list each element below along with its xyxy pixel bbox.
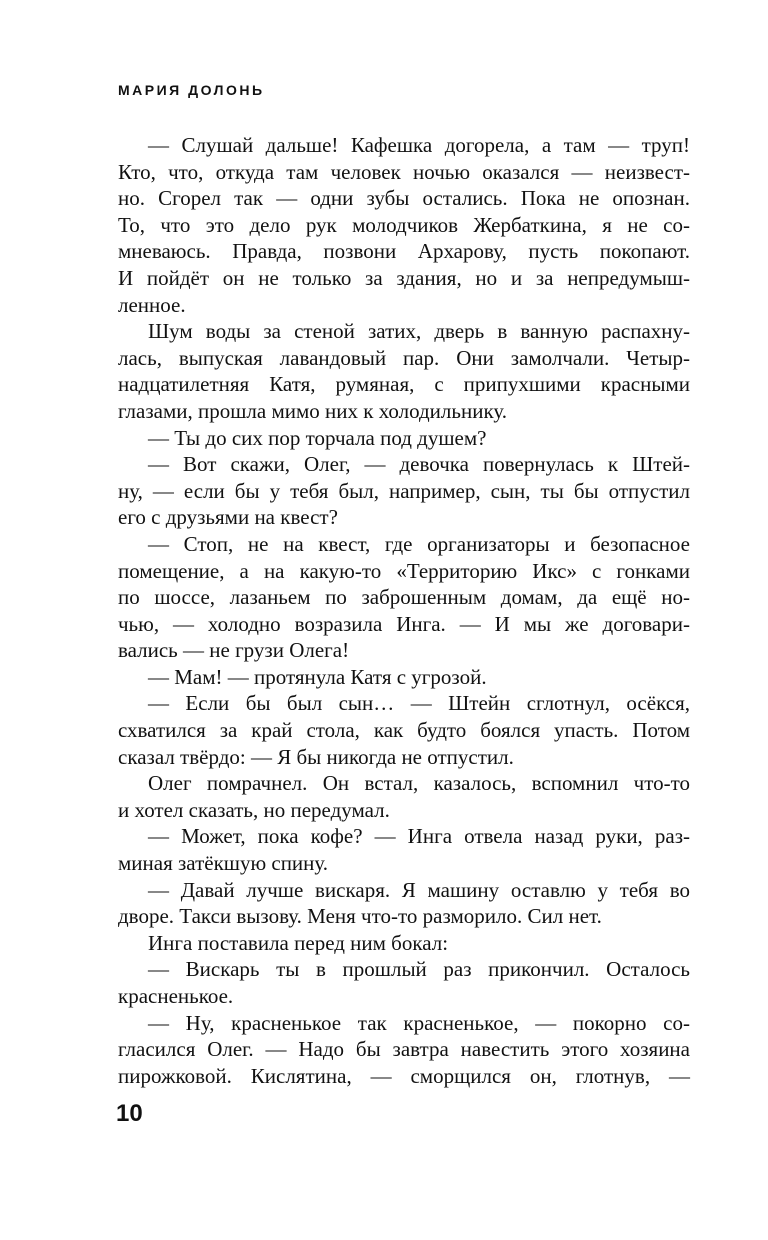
text-line: — Ну, красненькое так красненькое, — покорно со- xyxy=(148,1010,690,1035)
text-line: гласился Олег. — Надо бы завтра навестить этого хозяина xyxy=(118,1037,690,1062)
text-line: Шум воды за стеной затих, дверь в ванную распахну- xyxy=(148,319,690,344)
text-line: по шоссе, лазаньем по заброшенным домам, да ещё но- xyxy=(118,585,690,610)
text-line: схватился за край стола, как будто боялся упасть. Потом xyxy=(118,718,690,743)
text-line: надцатилетняя Катя, румяная, с припухшими красными xyxy=(118,372,690,397)
text-line: глазами, прошла мимо них к холодильнику. xyxy=(118,398,508,423)
text-line: — Ты до сих пор торчала под душем? xyxy=(148,425,487,450)
text-line: — Вот скажи, Олег, — девочка повернулась к Штей- xyxy=(148,452,690,477)
text-line: Олег помрачнел. Он встал, казалось, вспомнил что-то xyxy=(148,771,690,796)
text-line: ленное. xyxy=(118,292,186,317)
text-line: но. Сгорел так — одни зубы остались. Пока не опознан. xyxy=(118,186,690,211)
text-line: — Вискарь ты в прошлый раз прикончил. Осталось xyxy=(148,957,690,982)
text-line: мневаюсь. Правда, позвони Архарову, пусть покопают. xyxy=(118,239,690,264)
text-line: чью, — холодно возразила Инга. — И мы же договари- xyxy=(118,611,690,636)
text-line: пирожковой. Кислятина, — сморщился он, глотнув, — xyxy=(118,1063,690,1088)
text-line: Инга поставила перед ним бокал: xyxy=(148,930,449,955)
text-line: — Стоп, не на квест, где организаторы и безопасное xyxy=(148,531,690,556)
text-line: помещение, а на какую-то «Территорию Икс» с гонками xyxy=(118,558,690,583)
text-line: красненькое. xyxy=(118,984,234,1008)
text-line: дворе. Такси вызову. Меня что-то разморило. Сил нет. xyxy=(118,904,602,929)
text-line: — Слушай дальше! Кафешка догорела, а там — труп! xyxy=(148,133,690,157)
text-line: Кто, что, откуда там человек ночью оказался — неизвест- xyxy=(118,159,690,184)
text-line: вались — не грузи Олега! xyxy=(118,638,350,663)
text-line: миная затёкшую спину. xyxy=(118,851,329,876)
text-line: ну, — если бы у тебя был, например, сын, ты бы отпустил xyxy=(118,478,690,503)
text-line: — Если бы был сын… — Штейн сглотнул, осёкся, xyxy=(148,691,690,716)
text-line: — Давай лучше вискаря. Я машину оставлю у тебя во xyxy=(148,877,690,902)
text-line: И пойдёт он не только за здания, но и за непредумыш- xyxy=(118,265,690,290)
body-text xyxy=(118,132,690,1089)
text-line: и хотел сказать, но передумал. xyxy=(118,797,390,822)
text-line: лась, выпуская лавандовый пар. Они замолчали. Четыр- xyxy=(118,345,690,370)
running-head-author: МАРИЯ ДОЛОНЬ xyxy=(118,82,265,98)
text-line: сказал твёрдо: — Я бы никогда не отпустил. xyxy=(118,744,514,769)
text-line: — Мам! — протянула Катя с угрозой. xyxy=(148,664,487,689)
text-line: его с друзьями на квест? xyxy=(118,505,338,530)
page-number: 10 xyxy=(116,1100,143,1127)
text-line: То, что это дело рук молодчиков Жербаткина, я не со- xyxy=(118,212,690,237)
text-line: — Может, пока кофе? — Инга отвела назад руки, раз- xyxy=(148,824,690,849)
